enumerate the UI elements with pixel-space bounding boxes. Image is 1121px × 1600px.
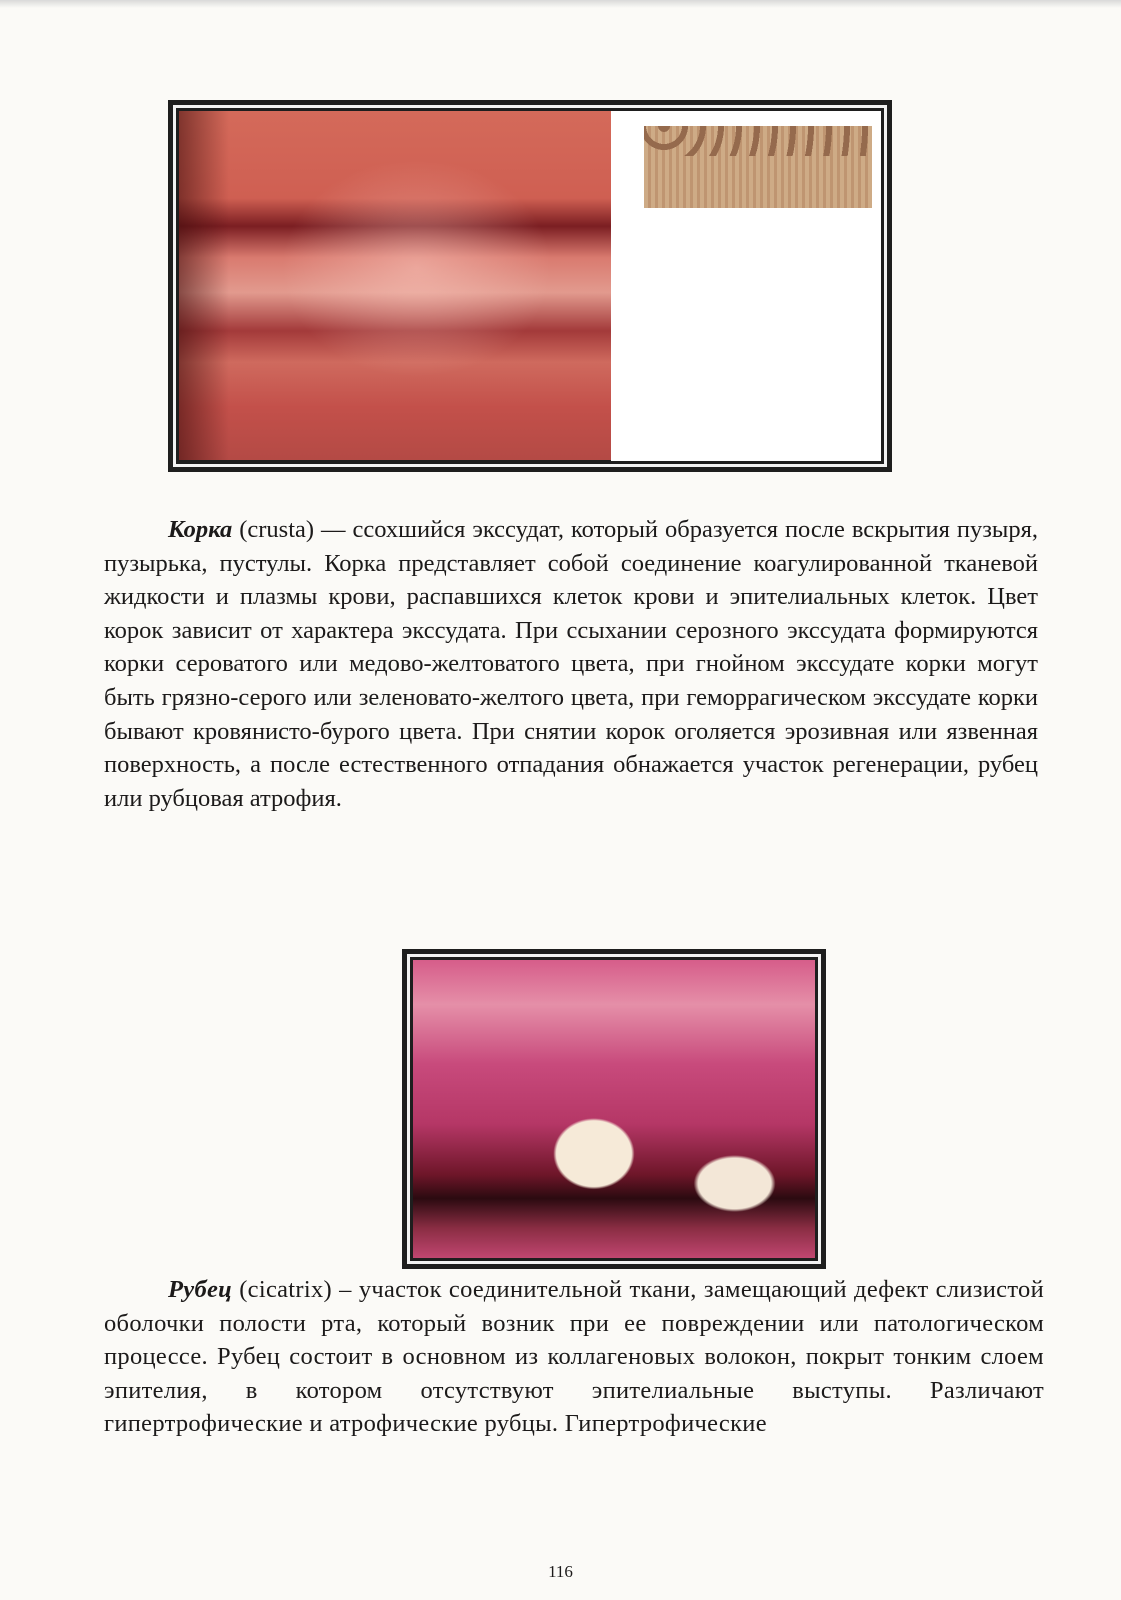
crust-figure xyxy=(168,100,892,472)
crust-paragraph xyxy=(104,513,1038,815)
scar-figure xyxy=(402,949,826,1269)
histology-cross-section xyxy=(644,126,872,208)
lip-scar-photo xyxy=(413,960,815,1258)
scar-term: Рубец xyxy=(168,1276,233,1303)
scar-paragraph xyxy=(104,1273,1044,1441)
page-edge xyxy=(0,0,1121,8)
scar-latin: (cicatrix) xyxy=(239,1276,332,1303)
crust-term: Корка xyxy=(168,516,233,543)
crust-latin: (crusta) xyxy=(239,516,315,543)
lip-crust-photo xyxy=(179,111,611,460)
page-number: 116 xyxy=(548,1562,573,1581)
crust-figure-frame xyxy=(173,105,887,467)
scar-text: – участок соединительной ткани, замещающий дефект слизистой оболочки полости рта, который возник при ее повреждении или патологическом процессе. Рубец состоит в основном из коллагеновых волокон, покрыт тонким слоем эпителия, в котором отсутствуют эпителиальные выступы. Различают гипертрофические и атрофические рубцы. Гипертрофические xyxy=(104,1276,1044,1438)
crust-text: — ссохшийся экссудат, который образуется после вскрытия пузыря, пузырька, пустулы. Корка представляет собой соединение коагулированной тканевой жидкости и плазмы крови, распавшихся клеток крови и эпителиальных клеток. Цвет корок зависит от характера экссудата. При ссыхании серозного экссудата формируются корки сероватого или медово-желтоватого цвета, при гнойном экссудате корки могут быть грязно-серого или зеленовато-желтого цвета, при геморрагическом экссудате корки бывают кровянисто-бурого цвета. При снятии корок оголяется эрозивная или язвенная поверхность, а после естественного отпадания обнажается участок регенерации, рубец или рубцовая атрофия. xyxy=(104,516,1039,812)
scar-figure-frame xyxy=(407,954,821,1264)
